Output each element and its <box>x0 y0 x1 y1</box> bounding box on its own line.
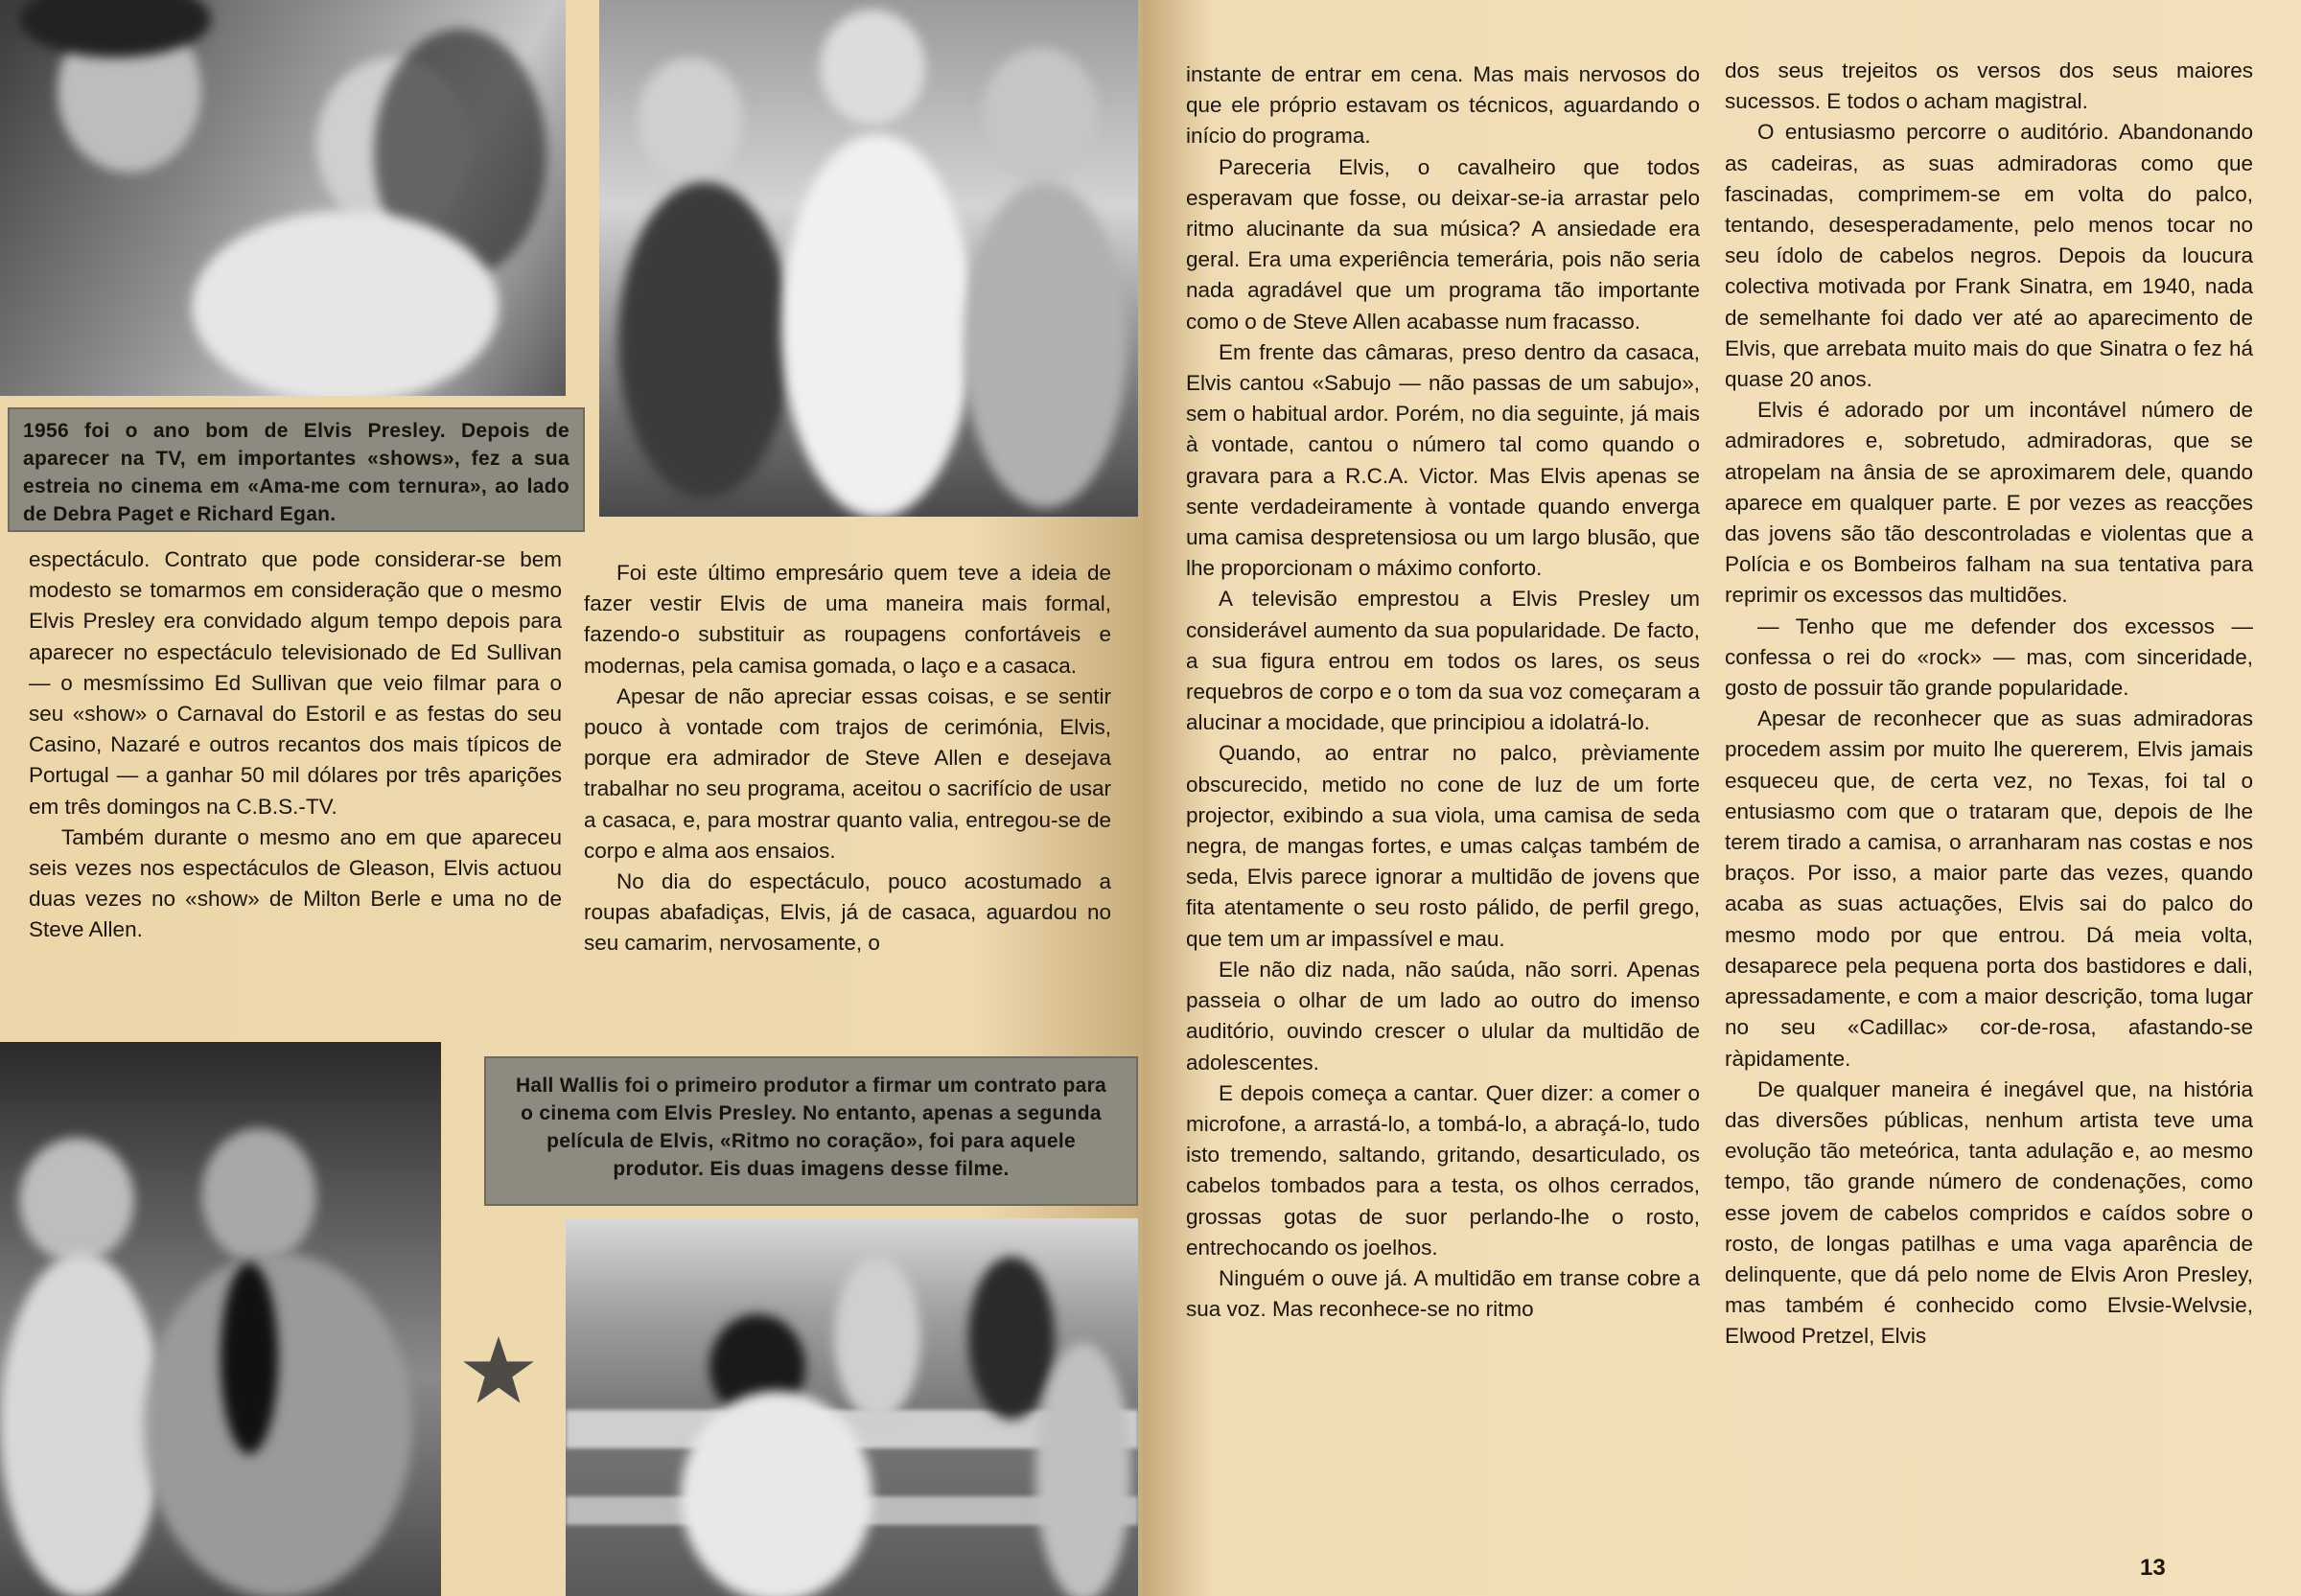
paragraph: espectáculo. Contrato que pode considerar-se bem modesto se tomarmos em consideração que o mesmo Elvis Presley era convidado algum tempo depois para aparecer no espectáculo televisionado de Ed Sullivan — o mesmíssimo Ed Sullivan que veio filmar para o seu «show» o Carnaval do Estoril e as festas do seu Casino, Nazaré e outros recantos dos mais típicos de Portugal — a ganhar 50 mil dólares por três aparições em três domingos na C.B.S.-TV. <box>29 547 562 819</box>
paragraph: Foi este último empresário quem teve a ideia de fazer vestir Elvis de uma maneira mais formal, fazendo-o substituir as roupagens confortáveis e modernas, pela camisa gomada, o laço e a casaca. <box>584 561 1111 678</box>
right-column-1 <box>1186 59 1700 1325</box>
star-icon <box>460 1332 537 1409</box>
paragraph: A televisão emprestou a Elvis Presley um considerável aumento da sua popularidade. De facto, a sua figura entrou em todos os lares, os seus requebros de corpo e o tom da sua voz começaram a alucinar a mocidade, que principiou a idolatrá-lo. <box>1186 587 1700 735</box>
paragraph: Em frente das câmaras, preso dentro da casaca, Elvis cantou «Sabujo — não passas de um sabujo», sem o habitual ardor. Porém, no dia seguinte, já mais à vontade, cantou o número tal como quando o gravara para a R.C.A. Victor. Mas Elvis apenas se sente verdadeiramente à vontade quando enverga uma camisa despretensiosa ou um largo blusão, que lhe proporcionam o máximo conforto. <box>1186 339 1700 581</box>
paragraph: No dia do espectáculo, pouco acostumado a roupas abafadiças, Elvis, já de casaca, aguardou no seu camarim, nervosamente, o <box>584 869 1111 956</box>
photo-elvis-debra-paget <box>0 0 566 396</box>
paragraph: Pareceria Elvis, o cavalheiro que todos esperavam que fosse, ou deixar-se-ia arrastar pelo ritmo alucinante da sua música? A ansiedade era geral. Era uma experiência temerária, pois não seria nada agradável que um programa tão importante como o de Steve Allen acabasse num fracasso. <box>1186 154 1700 334</box>
photo-ritmo-no-coracao-fair <box>0 1042 441 1596</box>
right-column-2 <box>1725 56 2253 1353</box>
paragraph: Apesar de não apreciar essas coisas, e se sentir pouco à vontade com trajos de cerimónia, Elvis, porque era admirador de Steve Allen e desejava trabalhar no seu programa, aceitou o sacrifício de usar a casaca, e, para mostrar quanto valia, entregou-se de corpo e alma aos ensaios. <box>584 683 1111 863</box>
paragraph: E depois começa a cantar. Quer dizer: a comer o microfone, a arrastá-lo, a tombá-lo, a abraçá-lo, tudo isto tremendo, saltando, gritando, desarticulado, os cabelos tombados para a testa, os olhos cerrados, grossas gotas de suor perlando-lhe o rosto, entrechocando os joelhos. <box>1186 1080 1700 1260</box>
paragraph: Elvis é adorado por um incontável número de admiradores e, sobretudo, admiradoras, que se atropelam na ânsia de se aproximarem dele, quando aparece em qualquer parte. E por vezes as reacções das jovens são tão descontroladas e violentas que a Polícia e os Bombeiros falham na sua tentativa para reprimir os excessos das multidões. <box>1725 398 2253 608</box>
page-number: 13 <box>2140 1555 2166 1581</box>
paragraph: Ninguém o ouve já. A multidão em transe cobre a sua voz. Mas reconhece-se no ritmo <box>1186 1265 1700 1322</box>
paragraph: O entusiasmo percorre o auditório. Abandonando as cadeiras, as suas admiradoras como que fascinadas, comprimem-se em volta do palco, tentando, desesperadamente, pelo menos tocar no seu ídolo de cabelos negros. Depois da loucura colectiva motivada por Frank Sinatra, em 1940, nada de semelhante foi dado ver até ao aparecimento de Elvis, que arrebata muito mais do que Sinatra o fez há quase 20 anos. <box>1725 120 2253 392</box>
photo-caption-bottom: Hall Wallis foi o primeiro produtor a firmar um contrato para o cinema com Elvis Presley. No entanto, apenas a segunda película de Elvis, «Ritmo no coração», foi para aquele produtor. Eis duas imagens desse filme. <box>484 1056 1138 1206</box>
paragraph: Também durante o mesmo ano em que apareceu seis vezes nos espectáculos de Gleason, Elvis actuou duas vezes no «show» de Milton Berle e uma no de Steve Allen. <box>29 824 562 942</box>
photo-ritmo-no-coracao-horses <box>566 1218 1138 1596</box>
paragraph: Quando, ao entrar no palco, prèviamente obscurecido, metido no cone de luz de um forte projector, exibindo a sua viola, uma camisa de seda negra, de mangas fortes, e umas calças também de seda, Elvis parece ignorar a multidão de jovens que fita atentamente o seu rosto pálido, de perfil grego, que tem um ar impassível e mau. <box>1186 741 1700 951</box>
paragraph: dos seus trejeitos os versos dos seus maiores sucessos. E todos o acham magistral. <box>1725 58 2253 114</box>
paragraph: instante de entrar em cena. Mas mais nervosos do que ele próprio estavam os técnicos, aguardando o início do programa. <box>1186 62 1700 149</box>
paragraph: De qualquer maneira é inegável que, na história das diversões públicas, nenhum artista teve uma evolução tão meteórica, tanta adulação e, ao mesmo tempo, tão grande número de condenações, como esse jovem de cabelos compridos e caídos sobre o rosto, de longas patilhas e uma vaga aparência de delinquente, que dá pelo nome de Elvis Aron Presley, mas também é conhecido como Elvsie-Welvsie, Elwood Pretzel, Elvis <box>1725 1076 2253 1349</box>
left-column-1 <box>29 544 562 946</box>
paragraph: Apesar de reconhecer que as suas admiradoras procedem assim por muito lhe quererem, Elvis jamais esqueceu que, de certa vez, no Texas, foi tal o entusiasmo com que o trataram que, depois de lhe terem tirado a camisa, o arranharam nas costas e nos braços. Por isso, a maior parte das vezes, quando acaba as suas actuações, Elvis sai do palco do mesmo modo por que entrou. Dá meia volta, desaparece pela pequena porta dos bastidores e dali, apressadamente, e com a maior descrição, toma lugar no seu «Cadillac» cor-de-rosa, afastando-se ràpidamente. <box>1725 706 2253 1071</box>
photo-egan-paget-elvis <box>599 0 1138 517</box>
paragraph: Ele não diz nada, não saúda, não sorri. Apenas passeia o olhar de um lado ao outro do imenso auditório, ouvindo crescer o ulular da multidão de adolescentes. <box>1186 957 1700 1075</box>
photo-caption-top: 1956 foi o ano bom de Elvis Presley. Depois de aparecer na TV, em importantes «shows», fez a sua estreia no cinema em «Ama-me com ternura», ao lado de Debra Paget e Richard Egan. <box>8 407 585 532</box>
paragraph: — Tenho que me defender dos excessos — confessa o rei do «rock» — mas, com sinceridade, gosto de possuir tão grande popularidade. <box>1725 613 2253 701</box>
left-column-2 <box>584 558 1111 960</box>
